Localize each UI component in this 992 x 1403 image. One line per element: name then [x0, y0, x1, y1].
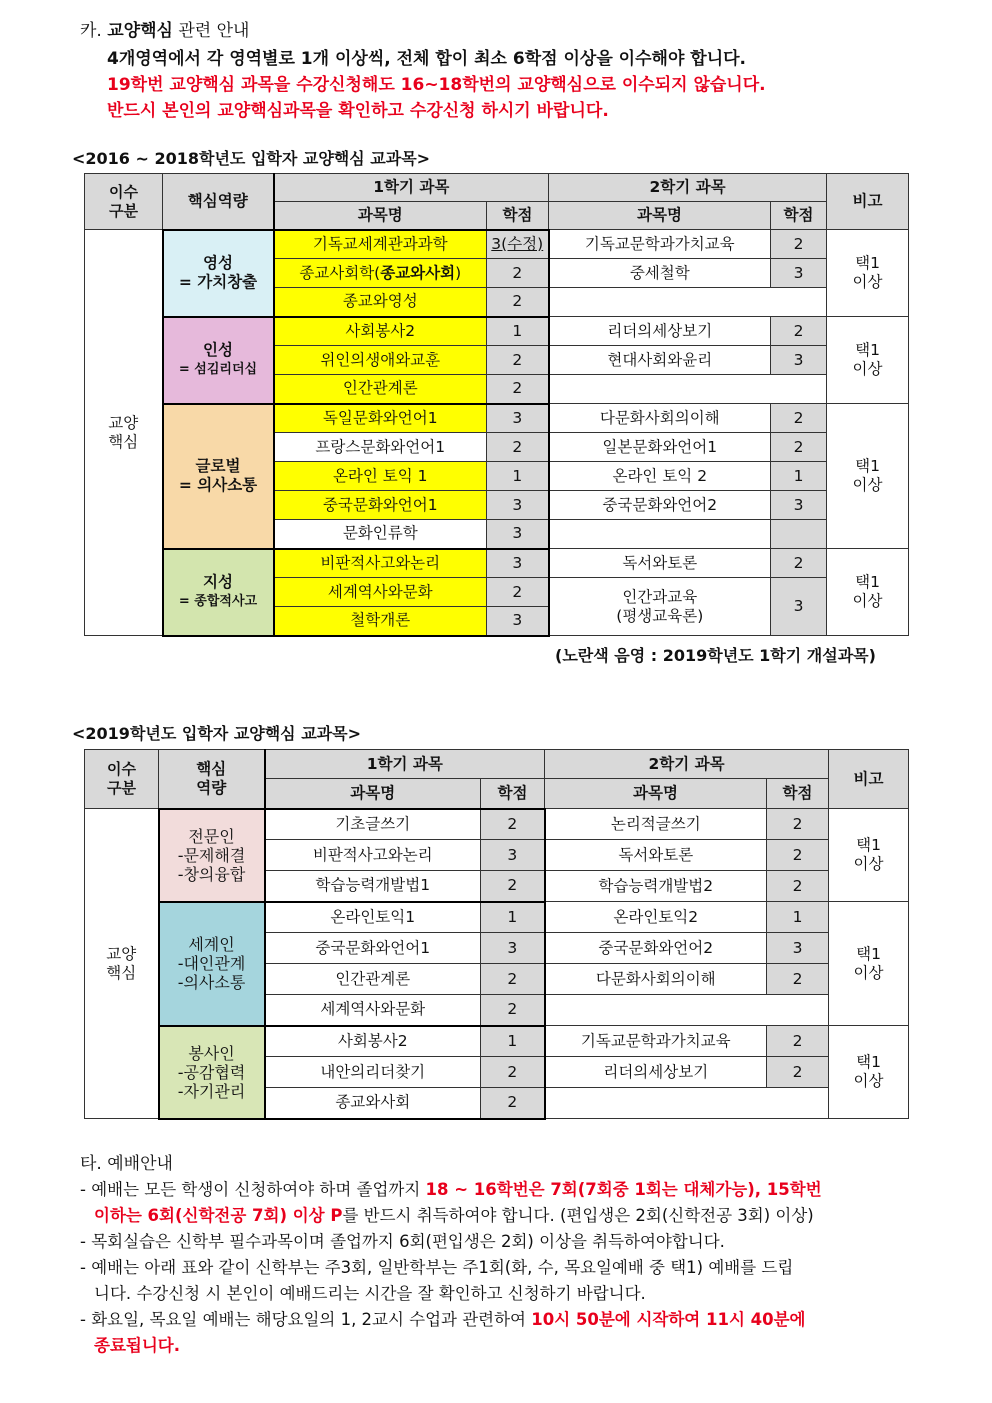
t1-header-sem2: 2학기 과목: [549, 174, 827, 202]
section-ta-b4-line1: [80, 1306, 805, 1330]
t2-r0-name1: 기초글쓰기: [265, 809, 481, 840]
t2-r7-name1: 사회봉사2: [265, 1026, 481, 1057]
section-ta-b4-red: 10시 50분에 시작하여 11시 40분에: [531, 1310, 806, 1329]
t2-header-credit2: 학점: [767, 779, 829, 809]
t2-r0-credit1: 2: [481, 809, 545, 840]
section-ta-b3-line1: - 예배는 아래 표와 같이 신학부는 주3회, 일반학부는 주1회(화, 수, 목요일예배 중 택1) 예배를 드립: [80, 1258, 794, 1277]
t1-note-1: 택1 이상: [827, 230, 909, 317]
t1-r6-credit2: 2: [771, 404, 827, 433]
section-ta-b3-line2: 니다. 수강신청 시 본인이 예배드리는 시간을 잘 확인하고 신청하기 바랍니다.: [94, 1284, 646, 1303]
t2-r3-name1: 온라인토익1: [265, 902, 481, 933]
t1-r8-credit1: 1: [487, 462, 549, 491]
t1-r2-name1: 종교와영성: [274, 288, 487, 317]
table1: [84, 173, 909, 637]
t2-r5-credit2: 2: [767, 964, 829, 995]
t1-header-isu: 이수 구분: [85, 174, 163, 230]
t1-group-1-sub: = 가치창출: [178, 273, 258, 291]
t1-r1-credit1: 2: [487, 259, 549, 288]
section-ta-b4-a: - 화요일, 목요일 예배는 해당요일의 1, 2교시 수업과 관련하여: [80, 1310, 532, 1329]
t1-r11-name1: 비판적사고와논리: [274, 549, 487, 578]
t1-r10-name2: [549, 520, 771, 549]
t2-r5-name2: 다문화사회의이해: [545, 964, 767, 995]
t2-r3-credit1: 1: [481, 902, 545, 933]
t2-r2-credit1: 2: [481, 871, 545, 902]
t2-r8-credit1: 2: [481, 1057, 545, 1088]
t2-r6-empty: [545, 995, 829, 1026]
section-ka-title-rest: 관련 안내: [172, 21, 250, 41]
t1-header-note: 비고: [827, 174, 909, 230]
t2-r7-credit1: 1: [481, 1026, 545, 1057]
t1-r2-credit1: 2: [487, 288, 549, 317]
t1-group-3-sub: = 의사소통: [178, 476, 258, 494]
t2-r7-credit2: 2: [767, 1026, 829, 1057]
t2-r9-name1: 종교와사회: [265, 1088, 481, 1119]
section-ka-line2: 19학번 교양핵심 과목을 수강신청해도 16~18학번의 교양핵심으로 이수되지 않습니다.: [107, 75, 766, 95]
t1-r0-credit1: 3(수정): [487, 230, 549, 259]
t2-r2-credit2: 2: [767, 871, 829, 902]
t1-r11-name2: 독서와토론: [549, 549, 771, 578]
t1-note-4: 택1 이상: [827, 549, 909, 636]
t1-r7-credit1: 2: [487, 433, 549, 462]
t2-header-name1: 과목명: [265, 779, 481, 809]
t1-r4-name2: 현대사회와윤리: [549, 346, 771, 375]
t1-r12-credit1: 2: [487, 578, 549, 607]
t1-r5-name1: 인간관계론: [274, 375, 487, 404]
t1-r0-name1: 기독교세계관과과학: [274, 230, 487, 259]
t1-r9-name2: 중국문화와언어2: [549, 491, 771, 520]
t1-group-1: [163, 230, 274, 317]
t2-group-3: 봉사인 -공감협력 -자기관리: [159, 1026, 265, 1119]
t2-r5-credit1: 2: [481, 964, 545, 995]
t2-note-2: 택1 이상: [829, 902, 909, 1026]
t1-header-credit2: 학점: [771, 202, 827, 230]
t2-r6-credit1: 2: [481, 995, 545, 1026]
t2-r5-name1: 인간관계론: [265, 964, 481, 995]
t2-header-isu: 이수 구분: [85, 750, 159, 809]
section-ta-b1-a: - 예배는 모든 학생이 신청하여야 하며 졸업까지: [80, 1180, 426, 1199]
section-ta-b1-line1: [80, 1176, 822, 1200]
t1-r12-name2: 인간과교육 (평생교육론): [549, 578, 771, 636]
t1-note-2: 택1 이상: [827, 317, 909, 404]
t1-r0-name2: 기독교문학과가치교육: [549, 230, 771, 259]
t1-group-2-name: 인성: [203, 341, 233, 359]
t1-r8-credit2: 1: [771, 462, 827, 491]
t1-group-3: [163, 404, 274, 549]
t2-r0-credit2: 2: [767, 809, 829, 840]
t1-r4-credit2: 3: [771, 346, 827, 375]
t1-note-3: 택1 이상: [827, 404, 909, 549]
t2-header-note: 비고: [829, 750, 909, 809]
t1-r3-name1: 사회봉사2: [274, 317, 487, 346]
t1-r6-name2: 다문화사회의이해: [549, 404, 771, 433]
t1-r10-name1: 문화인류학: [274, 520, 487, 549]
t2-r1-credit2: 2: [767, 840, 829, 871]
section-ka-line3: 반드시 본인의 교양핵심과목을 확인하고 수강신청 하시기 바랍니다.: [107, 101, 609, 121]
t2-r3-name2: 온라인토익2: [545, 902, 767, 933]
t1-r11-credit2: 2: [771, 549, 827, 578]
t1-r1-name1-close: ): [455, 263, 462, 282]
t1-r0-credit2: 2: [771, 230, 827, 259]
section-ta-b1-red1: 18 ~ 16학번은 7회(7회중 1회는 대체가능), 15학번: [425, 1180, 822, 1199]
t1-group-2-sub: = 섬김리더십: [178, 362, 258, 377]
t1-header-core: 핵심역량: [163, 174, 274, 230]
t2-r6-name1: 세계역사와문화: [265, 995, 481, 1026]
t1-r1-name1: [274, 259, 487, 288]
t2-header-name2: 과목명: [545, 779, 767, 809]
t1-r11-credit1: 3: [487, 549, 549, 578]
t1-r7-credit2: 2: [771, 433, 827, 462]
t1-group-4: [163, 549, 274, 636]
t1-r5-empty: [549, 375, 827, 404]
t1-r6-credit1: 3: [487, 404, 549, 433]
t1-header-name2: 과목명: [549, 202, 771, 230]
t1-r9-credit2: 3: [771, 491, 827, 520]
t2-header-credit1: 학점: [481, 779, 545, 809]
t2-r2-name2: 학습능력개발법2: [545, 871, 767, 902]
t1-r1-name1-text: [299, 264, 461, 282]
t1-r8-name2: 온라인 토익 2: [549, 462, 771, 491]
t2-r1-credit1: 3: [481, 840, 545, 871]
t1-group-3-name: 글로벌: [195, 457, 241, 475]
t2-r9-empty: [545, 1088, 829, 1119]
t2-group-1: 전문인 -문제해결 -창의융합: [159, 809, 265, 902]
t1-r2-empty: [549, 288, 827, 317]
section-ta-b1-b: 를 반드시 취득하여야 합니다. (편입생은 2회(신학전공 3회) 이상): [342, 1206, 814, 1225]
t1-group-4-name: 지성: [203, 573, 233, 591]
t1-r5-credit1: 2: [487, 375, 549, 404]
table1-footnote: (노란색 음영 : 2019학년도 1학기 개설과목): [555, 646, 876, 665]
t2-header-core: 핵심 역량: [159, 750, 265, 809]
section-ka-prefix: 카.: [80, 21, 108, 41]
t1-group-4-sub: = 종합적사고: [178, 594, 258, 609]
section-ta-b4-line2: 종료됩니다.: [94, 1336, 180, 1355]
t2-note-3: 택1 이상: [829, 1026, 909, 1119]
t1-r6-name1: 독일문화와언어1: [274, 404, 487, 433]
t1-r1-name1-bold: 종교와사회: [380, 263, 456, 282]
t1-header-credit1: 학점: [487, 202, 549, 230]
t2-group-2: 세계인 -대인관계 -의사소통: [159, 902, 265, 1026]
t2-r8-name1: 내안의리더찾기: [265, 1057, 481, 1088]
t1-r3-credit1: 1: [487, 317, 549, 346]
t1-r10-credit2: [771, 520, 827, 549]
t2-r9-credit1: 2: [481, 1088, 545, 1119]
t1-r8-name1: 온라인 토익 1: [274, 462, 487, 491]
section-ka-line1: 4개영역에서 각 영역별로 1개 이상씩, 전체 합이 최소 6학점 이상을 이수해야 합니다.: [107, 49, 747, 69]
t2-r8-name2: 리더의세상보기: [545, 1057, 767, 1088]
t2-r0-name2: 논리적글쓰기: [545, 809, 767, 840]
t1-r9-credit1: 3: [487, 491, 549, 520]
t1-r9-name1: 중국문화와언어1: [274, 491, 487, 520]
t1-r3-name2: 리더의세상보기: [549, 317, 771, 346]
t2-r4-credit1: 3: [481, 933, 545, 964]
table2-caption: <2019학년도 입학자 교양핵심 교과목>: [72, 724, 361, 743]
t1-group-1-name: 영성: [203, 254, 233, 272]
t1-r7-name2: 일본문화와언어1: [549, 433, 771, 462]
section-ta-b2: - 목회실습은 신학부 필수과목이며 졸업까지 6회(편입생은 2회) 이상을 취득하여야합니다.: [80, 1232, 725, 1251]
t2-r8-credit2: 2: [767, 1057, 829, 1088]
t1-r10-credit1: 3: [487, 520, 549, 549]
t1-r13-name1: 철학개론: [274, 607, 487, 636]
t1-r12-name1: 세계역사와문화: [274, 578, 487, 607]
t2-r1-name2: 독서와토론: [545, 840, 767, 871]
t1-r12-credit2: 3: [771, 578, 827, 636]
t1-category: 교양 핵심: [85, 230, 163, 636]
t1-header-sem1: 1학기 과목: [274, 174, 549, 202]
t2-r3-credit2: 1: [767, 902, 829, 933]
t2-category: 교양 핵심: [85, 809, 159, 1119]
table2: [84, 749, 909, 1120]
section-ta-b1-line2: [94, 1202, 814, 1226]
section-ka-title: [80, 16, 249, 41]
t2-header-sem1: 1학기 과목: [265, 750, 545, 779]
t2-r4-name1: 중국문화와언어1: [265, 933, 481, 964]
t2-r4-credit2: 3: [767, 933, 829, 964]
t1-r1-name2: 중세철학: [549, 259, 771, 288]
t2-r1-name1: 비판적사고와논리: [265, 840, 481, 871]
t2-r2-name1: 학습능력개발법1: [265, 871, 481, 902]
table1-caption: <2016 ~ 2018학년도 입학자 교양핵심 교과목>: [72, 149, 431, 168]
t1-r4-name1: 위인의생애와교훈: [274, 346, 487, 375]
t2-r7-name2: 기독교문학과가치교육: [545, 1026, 767, 1057]
section-ka-title-bold: 교양핵심: [107, 21, 173, 41]
t1-r1-name1-main: 종교사회학(: [299, 263, 381, 282]
t2-r4-name2: 중국문화와언어2: [545, 933, 767, 964]
t1-r4-credit1: 2: [487, 346, 549, 375]
t1-r7-name1: 프랑스문화와언어1: [274, 433, 487, 462]
section-ta-b1-red2: 이하는 6회(신학전공 7회) 이상 P: [94, 1206, 343, 1225]
t1-header-name1: 과목명: [274, 202, 487, 230]
t2-note-1: 택1 이상: [829, 809, 909, 902]
t1-group-2: [163, 317, 274, 404]
t1-r3-credit2: 2: [771, 317, 827, 346]
t1-r1-credit2: 3: [771, 259, 827, 288]
t2-header-sem2: 2학기 과목: [545, 750, 829, 779]
section-ta-title: 타. 예배안내: [80, 1154, 173, 1174]
t1-r13-credit1: 3: [487, 607, 549, 636]
